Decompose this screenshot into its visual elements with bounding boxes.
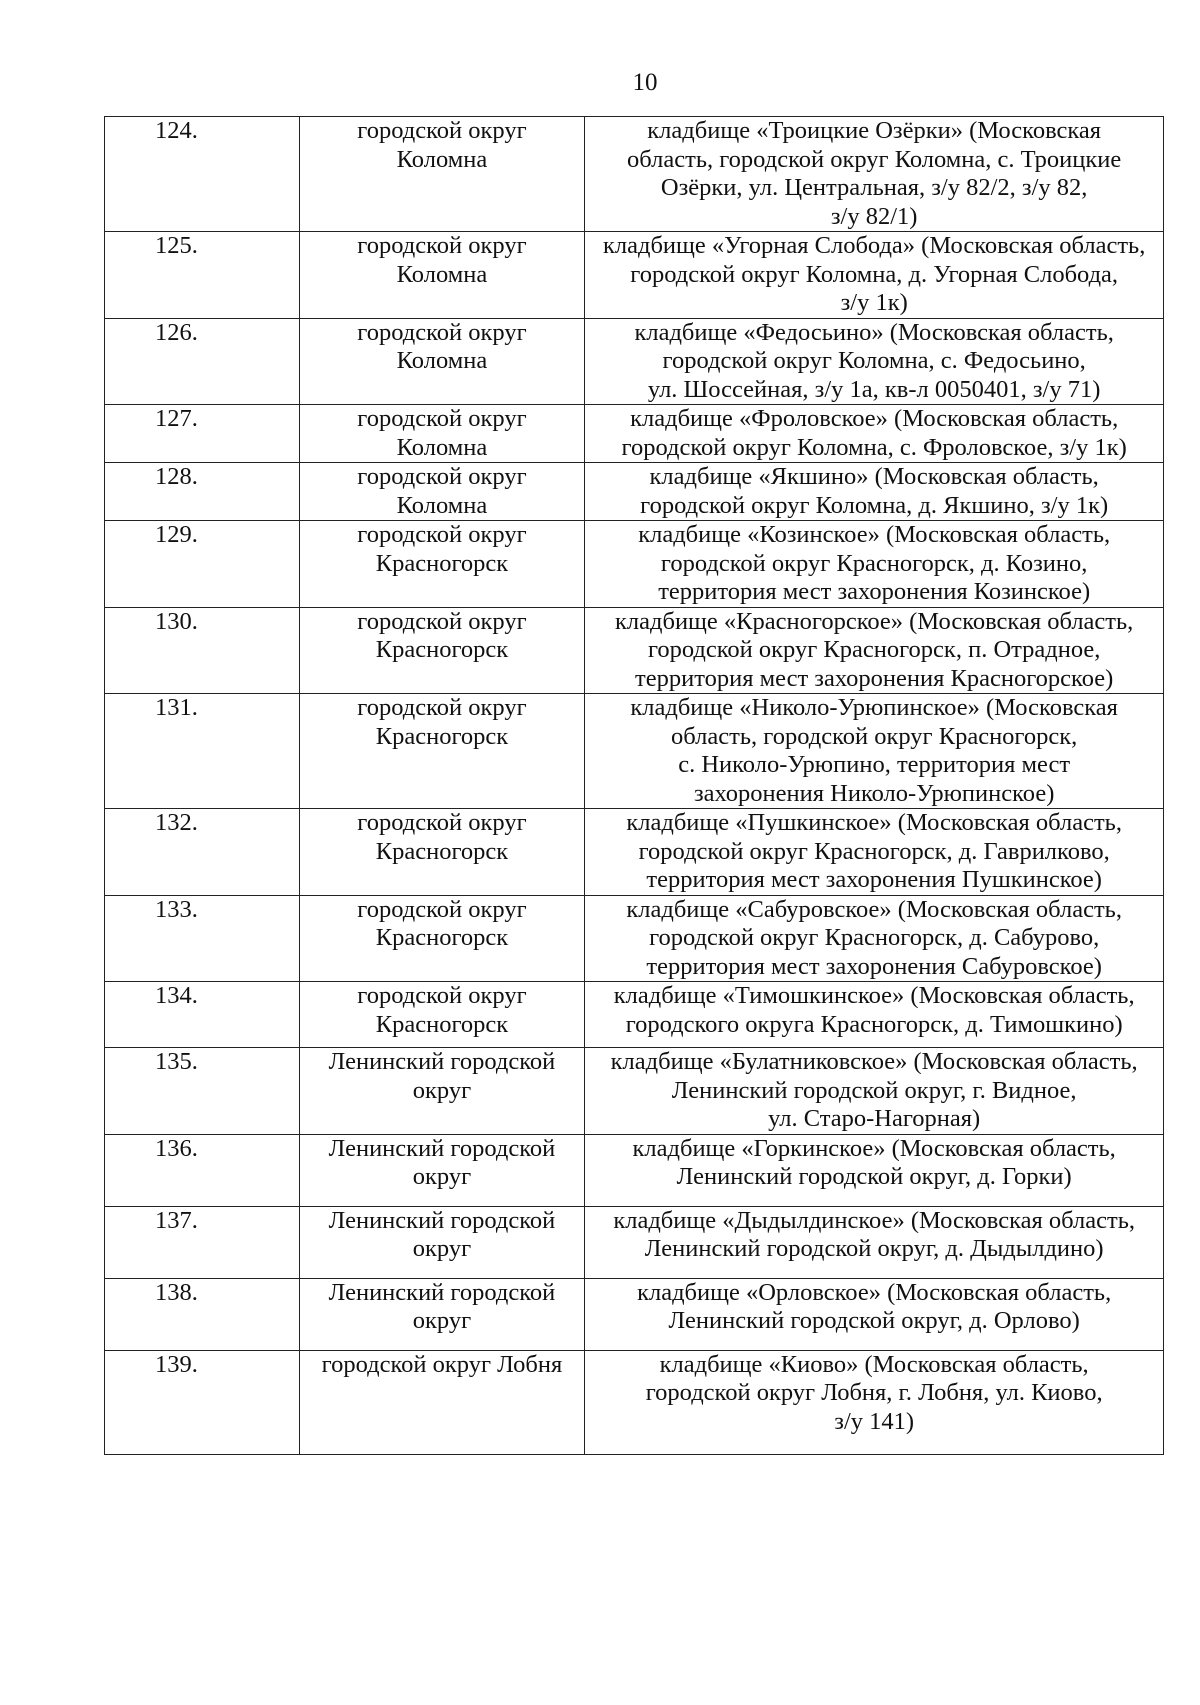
cemetery-line: ул. Шоссейная, з/у 1а, кв-л 0050401, з/у 71) [647, 375, 1101, 403]
district-cell [299, 405, 585, 463]
table-row [105, 694, 1164, 809]
cemetery-cell [585, 117, 1164, 232]
district-line: Ленинский городской [328, 1278, 556, 1306]
district-line: городской округ [357, 521, 527, 548]
district-cell [299, 694, 585, 809]
district-line: городской округ [357, 405, 527, 432]
district-cell [299, 607, 585, 694]
row-number: 125. [105, 232, 300, 319]
district-line: Коломна [396, 491, 488, 519]
district-line: Ленинский городской [328, 1048, 556, 1075]
cemetery-line: городской округ Коломна, с. Фроловское, з/у 1к) [621, 433, 1127, 461]
cemetery-line: городской округ Красногорск, д. Козино, [660, 549, 1088, 577]
cemetery-line: городской округ Коломна, д. Угорная Слобода, [630, 260, 1119, 288]
cemetery-line: территория мест захоронения Сабуровское) [646, 952, 1102, 980]
table-row [105, 1134, 1164, 1206]
cemetery-cell [585, 521, 1164, 608]
row-number: 127. [105, 405, 300, 463]
table-row [105, 1278, 1164, 1350]
district-cell [299, 895, 585, 982]
cemetery-line: кладбище «Дыдылдинское» (Московская область, [613, 1206, 1135, 1234]
cemetery-cell [585, 607, 1164, 694]
district-line: округ [412, 1076, 472, 1104]
cemetery-line: Ленинский городской округ, д. Дыдылдино) [644, 1235, 1104, 1262]
cemetery-line: кладбище «Орловское» (Московская область, [637, 1278, 1112, 1306]
cemetery-line: городской округ Лобня, г. Лобня, ул. Киово, [645, 1379, 1103, 1406]
cemetery-line: территория мест захоронения Козинское) [658, 578, 1091, 605]
district-line: Коломна [396, 145, 488, 173]
table-row [105, 232, 1164, 319]
table-row [105, 895, 1164, 982]
table-row [105, 463, 1164, 521]
district-cell [299, 232, 585, 319]
cemetery-line: с. Николо-Урюпино, территория мест [678, 751, 1071, 778]
cemetery-line: кладбище «Горкинское» (Московская область, [632, 1134, 1116, 1162]
cemetery-line: кладбище «Пушкинское» (Московская область, [626, 809, 1122, 836]
district-line: Красногорск [375, 722, 509, 750]
district-cell [299, 521, 585, 608]
district-line: городской округ [357, 809, 527, 836]
cemetery-cell [585, 318, 1164, 405]
district-line: Ленинский городской [328, 1206, 556, 1234]
row-number: 136. [105, 1134, 300, 1206]
cemetery-line: кладбище «Федосьино» (Московская область, [634, 318, 1114, 346]
cemetery-line: кладбище «Тимошкинское» (Московская область, [613, 982, 1135, 1009]
cemetery-line: городской округ Красногорск, д. Сабурово, [649, 924, 1100, 951]
district-cell [299, 318, 585, 405]
page-number: 10 [632, 69, 658, 96]
table-row [105, 607, 1164, 694]
table-row [105, 982, 1164, 1048]
cemetery-line: область, городской округ Коломна, с. Троицкие [627, 145, 1122, 173]
district-line: городской округ [357, 463, 527, 490]
cemetery-cell [585, 809, 1164, 896]
cemetery-line: кладбище «Козинское» (Московская область, [638, 521, 1111, 548]
cemetery-line: кладбище «Красногорское» (Московская область, [615, 607, 1134, 635]
cemetery-line: кладбище «Якшино» (Московская область, [649, 463, 1099, 490]
cemetery-cell [585, 232, 1164, 319]
district-cell [299, 1278, 585, 1350]
row-number: 128. [105, 463, 300, 521]
district-cell [299, 809, 585, 896]
cemetery-line: кладбище «Булатниковское» (Московская область, [610, 1048, 1138, 1075]
cemetery-line: городского округа Красногорск, д. Тимошкино) [625, 1010, 1123, 1038]
cemetery-line: городской округ Коломна, д. Якшино, з/у 1к) [640, 491, 1109, 519]
cemetery-line: городской округ Коломна, с. Федосьино, [662, 347, 1086, 374]
row-number: 133. [105, 895, 300, 982]
row-number: 129. [105, 521, 300, 608]
table-row [105, 521, 1164, 608]
row-number: 137. [105, 1206, 300, 1278]
row-number: 139. [105, 1350, 300, 1454]
cemetery-cell [585, 1350, 1164, 1454]
table-row [105, 1350, 1164, 1454]
district-line: городской округ [357, 607, 527, 635]
cemetery-line: область, городской округ Красногорск, [671, 722, 1078, 750]
district-cell [299, 463, 585, 521]
cemetery-line: кладбище «Киово» (Московская область, [659, 1350, 1089, 1378]
row-number: 126. [105, 318, 300, 405]
cemetery-line: Ленинский городской округ, г. Видное, [671, 1076, 1077, 1104]
district-line: городской округ [357, 694, 527, 721]
cemetery-cell [585, 1048, 1164, 1135]
district-line: Коломна [396, 433, 488, 461]
cemetery-line: городской округ Красногорск, д. Гаврилково, [638, 837, 1110, 865]
table-body [105, 117, 1164, 1455]
district-line: Красногорск [375, 636, 509, 663]
cemetery-line: захоронения Николо-Урюпинское) [693, 779, 1055, 807]
cemetery-line: Ленинский городской округ, д. Орлово) [668, 1307, 1080, 1334]
cemetery-line: кладбище «Николо-Урюпинское» (Московская [630, 694, 1118, 721]
district-cell [299, 1134, 585, 1206]
cemetery-cell [585, 405, 1164, 463]
district-line: Красногорск [375, 837, 509, 865]
table-row [105, 318, 1164, 405]
district-line: городской округ [357, 895, 527, 923]
row-number: 138. [105, 1278, 300, 1350]
cemetery-line: ул. Старо-Нагорная) [768, 1105, 981, 1132]
cemetery-cell [585, 895, 1164, 982]
cemetery-line: Озёрки, ул. Центральная, з/у 82/2, з/у 82, [660, 174, 1088, 201]
cemetery-line: территория мест захоронения Красногорское) [635, 664, 1114, 692]
district-line: Коломна [396, 260, 488, 288]
row-number: 132. [105, 809, 300, 896]
cemetery-cell [585, 1134, 1164, 1206]
row-number: 131. [105, 694, 300, 809]
cemetery-cell [585, 1278, 1164, 1350]
cemetery-cell [585, 1206, 1164, 1278]
cemetery-line: кладбище «Фроловское» (Московская область, [630, 405, 1119, 432]
district-line: Красногорск [375, 924, 509, 951]
cemetery-line: з/у 141) [834, 1407, 915, 1435]
district-line: городской округ [357, 232, 527, 259]
cemetery-line: городской округ Красногорск, п. Отрадное, [647, 636, 1101, 663]
table-row [105, 809, 1164, 896]
cemetery-line: Ленинский городской округ, д. Горки) [676, 1163, 1072, 1190]
cemetery-table [104, 116, 1164, 1455]
cemetery-cell [585, 982, 1164, 1048]
cemetery-line: з/у 82/1) [830, 202, 918, 230]
row-number: 134. [105, 982, 300, 1048]
cemetery-line: з/у 1к) [840, 289, 908, 316]
district-cell [299, 1206, 585, 1278]
cemetery-cell [585, 694, 1164, 809]
district-line: Красногорск [375, 549, 509, 577]
district-cell [299, 982, 585, 1048]
row-number: 130. [105, 607, 300, 694]
district-line: городской округ [357, 982, 527, 1009]
district-line: городской округ [357, 117, 527, 144]
district-line: округ [412, 1163, 472, 1190]
cemetery-line: кладбище «Сабуровское» (Московская область, [626, 895, 1122, 923]
row-number: 135. [105, 1048, 300, 1135]
district-cell [299, 117, 585, 232]
district-line: Коломна [396, 347, 488, 374]
district-line: Ленинский городской [328, 1134, 556, 1162]
table-row [105, 1206, 1164, 1278]
table-row [105, 1048, 1164, 1135]
table-row [105, 405, 1164, 463]
table-row [105, 117, 1164, 232]
district-line: Красногорск [375, 1010, 509, 1038]
cemetery-line: кладбище «Угорная Слобода» (Московская область, [602, 232, 1146, 259]
cemetery-cell [585, 463, 1164, 521]
district-cell [299, 1350, 585, 1454]
district-line: округ [412, 1307, 472, 1334]
district-line: городской округ Лобня [321, 1350, 563, 1378]
district-line: округ [412, 1235, 472, 1262]
cemetery-line: территория мест захоронения Пушкинское) [646, 866, 1102, 893]
cemetery-line: кладбище «Троицкие Озёрки» (Московская [647, 117, 1102, 144]
district-line: городской округ [357, 318, 527, 346]
district-cell [299, 1048, 585, 1135]
row-number: 124. [105, 117, 300, 232]
